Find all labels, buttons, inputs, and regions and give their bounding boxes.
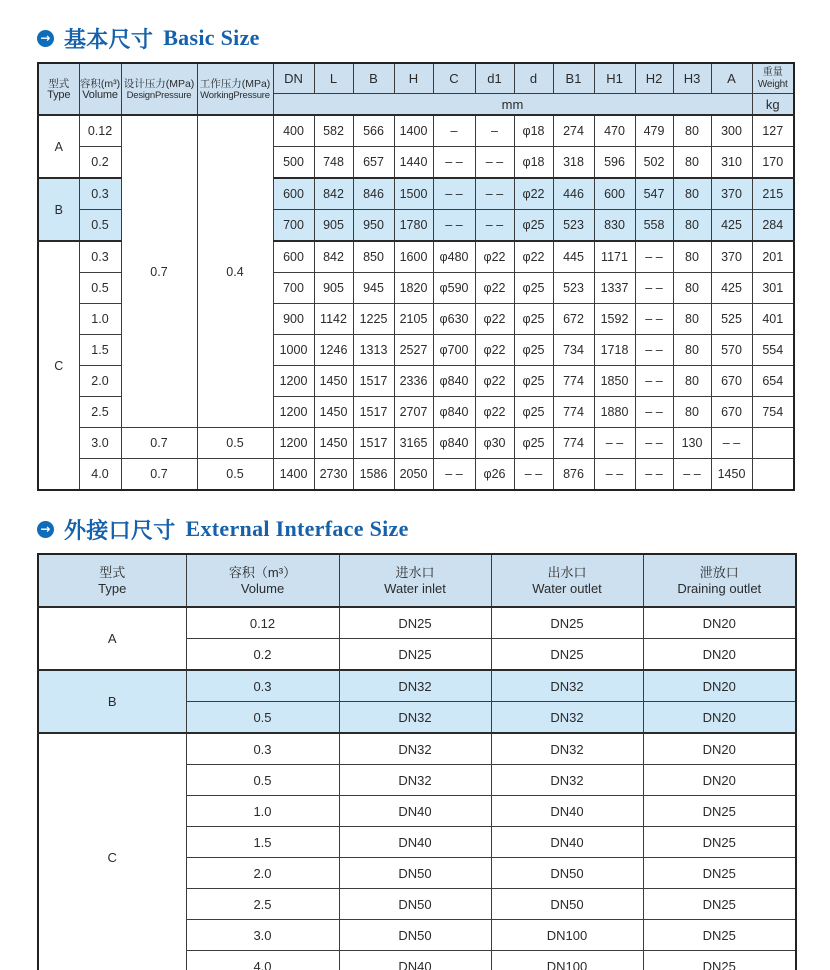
water-outlet-cell: DN100: [491, 951, 643, 970]
water-inlet-cell: DN32: [339, 765, 491, 796]
dim-value-cell: 2730: [314, 459, 353, 491]
column-header-working-pressure: [197, 63, 273, 115]
external-interface-table: [37, 553, 797, 970]
dim-value-cell: – –: [711, 428, 752, 459]
header-type-zh: 型式: [48, 77, 70, 90]
dim-value-cell: 502: [635, 147, 673, 179]
dim-value-cell: φ30: [475, 428, 514, 459]
dim-value-cell: 1450: [314, 366, 353, 397]
volume-cell: 0.5: [79, 210, 121, 242]
header-outlet-zh: 出水口: [547, 565, 587, 580]
dim-value-cell: –: [433, 115, 475, 147]
water-inlet-cell: DN50: [339, 920, 491, 951]
dim-value-cell: – –: [635, 241, 673, 273]
dim-value-cell: φ25: [514, 335, 553, 366]
dim-value-cell: 700: [273, 273, 314, 304]
dim-value-cell: – –: [635, 428, 673, 459]
dim-value-cell: 672: [553, 304, 594, 335]
dim-value-cell: 774: [553, 366, 594, 397]
external-interface-tbody: [38, 607, 796, 970]
dim-value-cell: 525: [711, 304, 752, 335]
working-pressure-cell: 0.5: [197, 428, 273, 459]
dim-value-cell: 500: [273, 147, 314, 179]
dim-value-cell: 842: [314, 241, 353, 273]
dim-value-cell: 950: [353, 210, 394, 242]
header-design-zh: 设计压力(MPa): [123, 77, 195, 90]
dim-value-cell: 1337: [594, 273, 635, 304]
weight-cell: 301: [752, 273, 794, 304]
dim-value-cell: 1880: [594, 397, 635, 428]
arrow-right-circle-icon: →: [37, 30, 54, 47]
dim-value-cell: 558: [635, 210, 673, 242]
dim-value-cell: 80: [673, 273, 711, 304]
water-outlet-cell: DN40: [491, 796, 643, 827]
dim-value-cell: – –: [635, 335, 673, 366]
water-inlet-cell: DN32: [339, 733, 491, 765]
design-pressure-cell: 0.7: [121, 428, 197, 459]
dim-value-cell: 523: [553, 273, 594, 304]
weight-cell: 754: [752, 397, 794, 428]
water-inlet-cell: DN50: [339, 889, 491, 920]
weight-cell: 554: [752, 335, 794, 366]
dim-value-cell: 479: [635, 115, 673, 147]
basic-size-table: [37, 62, 795, 491]
volume-cell: 0.3: [186, 670, 339, 702]
weight-cell: 127: [752, 115, 794, 147]
dim-value-cell: 445: [553, 241, 594, 273]
column-header-type: [38, 63, 79, 115]
dim-value-cell: 370: [711, 178, 752, 210]
dim-value-cell: 846: [353, 178, 394, 210]
volume-cell: 1.0: [79, 304, 121, 335]
column-header-a: A: [711, 63, 752, 94]
water-outlet-cell: DN32: [491, 733, 643, 765]
dim-value-cell: 1400: [394, 115, 433, 147]
dim-value-cell: – –: [594, 428, 635, 459]
table-row: [38, 607, 796, 639]
dim-value-cell: 318: [553, 147, 594, 179]
dim-value-cell: 2336: [394, 366, 433, 397]
type-cell: A: [38, 607, 186, 670]
dim-value-cell: – –: [433, 178, 475, 210]
water-outlet-cell: DN50: [491, 889, 643, 920]
dim-value-cell: 1600: [394, 241, 433, 273]
column-header-h2: H2: [635, 63, 673, 94]
dim-value-cell: φ25: [514, 273, 553, 304]
weight-cell: 170: [752, 147, 794, 179]
weight-cell: 201: [752, 241, 794, 273]
header-outlet-en: Water outlet: [532, 581, 602, 596]
external-interface-title-zh: 外接口尺寸: [64, 517, 176, 543]
weight-cell: 654: [752, 366, 794, 397]
dim-value-cell: φ22: [475, 241, 514, 273]
volume-cell: 0.12: [79, 115, 121, 147]
dim-value-cell: 1517: [353, 397, 394, 428]
water-inlet-cell: DN32: [339, 702, 491, 734]
design-pressure-cell: 0.7: [121, 459, 197, 491]
water-inlet-cell: DN32: [339, 670, 491, 702]
draining-outlet-cell: DN25: [643, 920, 796, 951]
column-header-water-outlet: [491, 554, 643, 607]
header-type-en: Type: [98, 581, 127, 596]
external-interface-title-en: External Interface Size: [185, 516, 409, 541]
dim-value-cell: 2105: [394, 304, 433, 335]
water-outlet-cell: DN32: [491, 702, 643, 734]
external-interface-table-header: [38, 554, 796, 607]
draining-outlet-cell: DN25: [643, 951, 796, 970]
water-outlet-cell: DN25: [491, 639, 643, 671]
draining-outlet-cell: DN20: [643, 607, 796, 639]
column-header-b1: B1: [553, 63, 594, 94]
dim-value-cell: 1200: [273, 428, 314, 459]
header-design-en: DesignPressure: [126, 89, 192, 101]
dim-value-cell: 523: [553, 210, 594, 242]
dim-value-cell: 80: [673, 304, 711, 335]
dim-value-cell: 1517: [353, 366, 394, 397]
column-header-type: [38, 554, 186, 607]
header-type-en: Type: [47, 88, 71, 101]
working-pressure-cell: 0.4: [197, 115, 273, 428]
unit-mm-cell: mm: [273, 94, 752, 116]
weight-cell: [752, 428, 794, 459]
volume-cell: 2.0: [186, 858, 339, 889]
dim-value-cell: –: [475, 115, 514, 147]
draining-outlet-cell: DN20: [643, 639, 796, 671]
column-header-d: d: [514, 63, 553, 94]
draining-outlet-cell: DN25: [643, 827, 796, 858]
weight-cell: [752, 459, 794, 491]
dim-value-cell: 80: [673, 147, 711, 179]
dim-value-cell: 600: [273, 178, 314, 210]
dim-value-cell: 1450: [314, 397, 353, 428]
dim-value-cell: – –: [635, 273, 673, 304]
water-inlet-cell: DN40: [339, 796, 491, 827]
dim-value-cell: φ840: [433, 366, 475, 397]
dim-value-cell: φ18: [514, 115, 553, 147]
volume-cell: 0.5: [186, 702, 339, 734]
dim-value-cell: 1450: [711, 459, 752, 491]
draining-outlet-cell: DN20: [643, 765, 796, 796]
column-header-b: B: [353, 63, 394, 94]
type-cell: B: [38, 178, 79, 241]
dim-value-cell: – –: [635, 397, 673, 428]
header-volume-zh: 容积（m³）: [228, 565, 297, 580]
water-inlet-cell: DN40: [339, 951, 491, 970]
dim-value-cell: 945: [353, 273, 394, 304]
dim-value-cell: φ25: [514, 366, 553, 397]
column-header-h3: H3: [673, 63, 711, 94]
dim-value-cell: 80: [673, 241, 711, 273]
dim-value-cell: φ840: [433, 428, 475, 459]
table-row: [38, 670, 796, 702]
table-row: [38, 115, 794, 147]
dim-value-cell: φ25: [514, 304, 553, 335]
draining-outlet-cell: DN20: [643, 670, 796, 702]
dim-value-cell: φ25: [514, 397, 553, 428]
dim-value-cell: 80: [673, 366, 711, 397]
dim-value-cell: – –: [475, 147, 514, 179]
dim-value-cell: φ480: [433, 241, 475, 273]
draining-outlet-cell: DN20: [643, 702, 796, 734]
draining-outlet-cell: DN25: [643, 796, 796, 827]
water-inlet-cell: DN25: [339, 639, 491, 671]
volume-cell: 0.5: [186, 765, 339, 796]
column-header-design-pressure: [121, 63, 197, 115]
dim-value-cell: – –: [433, 210, 475, 242]
dim-value-cell: 80: [673, 397, 711, 428]
water-outlet-cell: DN32: [491, 765, 643, 796]
dim-value-cell: 547: [635, 178, 673, 210]
dim-value-cell: φ22: [514, 241, 553, 273]
dim-value-cell: 700: [273, 210, 314, 242]
header-volume-en: Volume: [240, 581, 285, 596]
volume-cell: 0.2: [79, 147, 121, 179]
arrow-right-circle-icon: →: [37, 521, 54, 538]
dim-value-cell: 80: [673, 115, 711, 147]
weight-cell: 215: [752, 178, 794, 210]
dim-value-cell: φ22: [475, 273, 514, 304]
type-cell: C: [38, 241, 79, 490]
volume-cell: 4.0: [79, 459, 121, 491]
dim-value-cell: 570: [711, 335, 752, 366]
column-header-dn: DN: [273, 63, 314, 94]
volume-cell: 2.0: [79, 366, 121, 397]
dim-value-cell: – –: [433, 147, 475, 179]
dim-value-cell: φ25: [514, 210, 553, 242]
dim-value-cell: 1200: [273, 397, 314, 428]
dim-value-cell: – –: [594, 459, 635, 491]
dim-value-cell: 300: [711, 115, 752, 147]
dim-value-cell: 80: [673, 335, 711, 366]
draining-outlet-cell: DN25: [643, 889, 796, 920]
dim-value-cell: 1171: [594, 241, 635, 273]
volume-cell: 0.3: [186, 733, 339, 765]
dim-value-cell: 80: [673, 210, 711, 242]
external-interface-title: [37, 515, 830, 543]
dim-value-cell: 670: [711, 366, 752, 397]
header-weight-zh: 重量: [762, 67, 783, 78]
dim-value-cell: 600: [594, 178, 635, 210]
dim-value-cell: 2707: [394, 397, 433, 428]
dim-value-cell: 1718: [594, 335, 635, 366]
column-header-c: C: [433, 63, 475, 94]
dim-value-cell: 1225: [353, 304, 394, 335]
dim-value-cell: φ22: [475, 397, 514, 428]
dim-value-cell: 80: [673, 178, 711, 210]
dim-value-cell: φ25: [514, 428, 553, 459]
water-outlet-cell: DN100: [491, 920, 643, 951]
dim-value-cell: 600: [273, 241, 314, 273]
dim-value-cell: – –: [433, 459, 475, 491]
basic-size-table-header: [38, 63, 794, 115]
dim-value-cell: – –: [475, 210, 514, 242]
weight-cell: 401: [752, 304, 794, 335]
dim-value-cell: 130: [673, 428, 711, 459]
unit-kg-cell: kg: [752, 94, 794, 116]
dim-value-cell: 1592: [594, 304, 635, 335]
dim-value-cell: 905: [314, 210, 353, 242]
water-outlet-cell: DN25: [491, 607, 643, 639]
dim-value-cell: 1500: [394, 178, 433, 210]
water-outlet-cell: DN32: [491, 670, 643, 702]
type-cell: C: [38, 733, 186, 970]
header-type-zh: 型式: [99, 565, 126, 580]
dim-value-cell: 400: [273, 115, 314, 147]
type-cell: A: [38, 115, 79, 178]
design-pressure-cell: 0.7: [121, 115, 197, 428]
header-volume-en: Volume: [82, 88, 118, 101]
dim-value-cell: 2527: [394, 335, 433, 366]
dim-value-cell: 1440: [394, 147, 433, 179]
dim-value-cell: φ22: [475, 366, 514, 397]
dim-value-cell: 425: [711, 210, 752, 242]
dim-value-cell: – –: [514, 459, 553, 491]
basic-size-title-zh: 基本尺寸: [64, 26, 154, 52]
volume-cell: 1.5: [79, 335, 121, 366]
volume-cell: 0.12: [186, 607, 339, 639]
water-outlet-cell: DN50: [491, 858, 643, 889]
dim-value-cell: 657: [353, 147, 394, 179]
dim-value-cell: 310: [711, 147, 752, 179]
dim-value-cell: 774: [553, 428, 594, 459]
column-header-water-inlet: [339, 554, 491, 607]
header-drain-zh: 泄放口: [699, 565, 739, 580]
dim-value-cell: 566: [353, 115, 394, 147]
water-outlet-cell: DN40: [491, 827, 643, 858]
dim-value-cell: 582: [314, 115, 353, 147]
water-inlet-cell: DN25: [339, 607, 491, 639]
volume-cell: 0.3: [79, 178, 121, 210]
header-drain-en: Draining outlet: [677, 581, 762, 596]
header-working-zh: 工作压力(MPa): [199, 77, 271, 90]
water-inlet-cell: DN50: [339, 858, 491, 889]
basic-size-tbody: [38, 115, 794, 490]
dim-value-cell: 425: [711, 273, 752, 304]
type-cell: B: [38, 670, 186, 733]
table-row: [38, 428, 794, 459]
dim-value-cell: 596: [594, 147, 635, 179]
working-pressure-cell: 0.5: [197, 459, 273, 491]
table-row: [38, 459, 794, 491]
header-row-1: [38, 63, 794, 94]
dim-value-cell: – –: [635, 366, 673, 397]
dim-value-cell: 1450: [314, 428, 353, 459]
column-header-draining-outlet: [643, 554, 796, 607]
dim-value-cell: φ26: [475, 459, 514, 491]
dim-value-cell: 274: [553, 115, 594, 147]
header-row: [38, 554, 796, 607]
dim-value-cell: φ22: [475, 335, 514, 366]
volume-cell: 2.5: [186, 889, 339, 920]
dim-value-cell: 370: [711, 241, 752, 273]
volume-cell: 3.0: [186, 920, 339, 951]
dim-value-cell: 734: [553, 335, 594, 366]
dim-value-cell: φ590: [433, 273, 475, 304]
header-inlet-zh: 进水口: [395, 565, 435, 580]
column-header-h: H: [394, 63, 433, 94]
dim-value-cell: 842: [314, 178, 353, 210]
volume-cell: 0.5: [79, 273, 121, 304]
water-inlet-cell: DN40: [339, 827, 491, 858]
dim-value-cell: 1780: [394, 210, 433, 242]
dim-value-cell: 830: [594, 210, 635, 242]
dim-value-cell: 1000: [273, 335, 314, 366]
volume-cell: 1.5: [186, 827, 339, 858]
dim-value-cell: 748: [314, 147, 353, 179]
dim-value-cell: 876: [553, 459, 594, 491]
dim-value-cell: 1200: [273, 366, 314, 397]
dim-value-cell: φ22: [514, 178, 553, 210]
dim-value-cell: 1850: [594, 366, 635, 397]
draining-outlet-cell: DN25: [643, 858, 796, 889]
column-header-d1: d1: [475, 63, 514, 94]
column-header-l: L: [314, 63, 353, 94]
weight-cell: 284: [752, 210, 794, 242]
dim-value-cell: 1586: [353, 459, 394, 491]
column-header-h1: H1: [594, 63, 635, 94]
dim-value-cell: 1142: [314, 304, 353, 335]
draining-outlet-cell: DN20: [643, 733, 796, 765]
dim-value-cell: 670: [711, 397, 752, 428]
dim-value-cell: 905: [314, 273, 353, 304]
dim-value-cell: φ700: [433, 335, 475, 366]
basic-size-title: [37, 24, 830, 52]
dim-value-cell: – –: [673, 459, 711, 491]
header-inlet-en: Water inlet: [384, 581, 446, 596]
dim-value-cell: 1400: [273, 459, 314, 491]
dim-value-cell: φ18: [514, 147, 553, 179]
column-header-weight: [752, 63, 794, 94]
volume-cell: 1.0: [186, 796, 339, 827]
dim-value-cell: 470: [594, 115, 635, 147]
dim-value-cell: 1517: [353, 428, 394, 459]
column-header-volume: [186, 554, 339, 607]
header-working-en: WorkingPressure: [200, 89, 270, 101]
dim-value-cell: φ840: [433, 397, 475, 428]
header-weight-en: Weight: [757, 79, 788, 90]
dim-value-cell: 2050: [394, 459, 433, 491]
dim-value-cell: 3165: [394, 428, 433, 459]
dim-value-cell: 446: [553, 178, 594, 210]
header-volume-zh: 容积(m³): [79, 77, 121, 90]
volume-cell: 4.0: [186, 951, 339, 970]
dim-value-cell: φ22: [475, 304, 514, 335]
dim-value-cell: 774: [553, 397, 594, 428]
dim-value-cell: 850: [353, 241, 394, 273]
volume-cell: 0.2: [186, 639, 339, 671]
dim-value-cell: φ630: [433, 304, 475, 335]
dim-value-cell: 1246: [314, 335, 353, 366]
volume-cell: 0.3: [79, 241, 121, 273]
volume-cell: 3.0: [79, 428, 121, 459]
dim-value-cell: 1313: [353, 335, 394, 366]
dim-value-cell: – –: [635, 459, 673, 491]
dim-value-cell: 1820: [394, 273, 433, 304]
basic-size-title-en: Basic Size: [163, 25, 260, 50]
column-header-volume: [79, 63, 121, 115]
volume-cell: 2.5: [79, 397, 121, 428]
dim-value-cell: – –: [635, 304, 673, 335]
table-row: [38, 733, 796, 765]
dim-value-cell: 900: [273, 304, 314, 335]
dim-value-cell: – –: [475, 178, 514, 210]
